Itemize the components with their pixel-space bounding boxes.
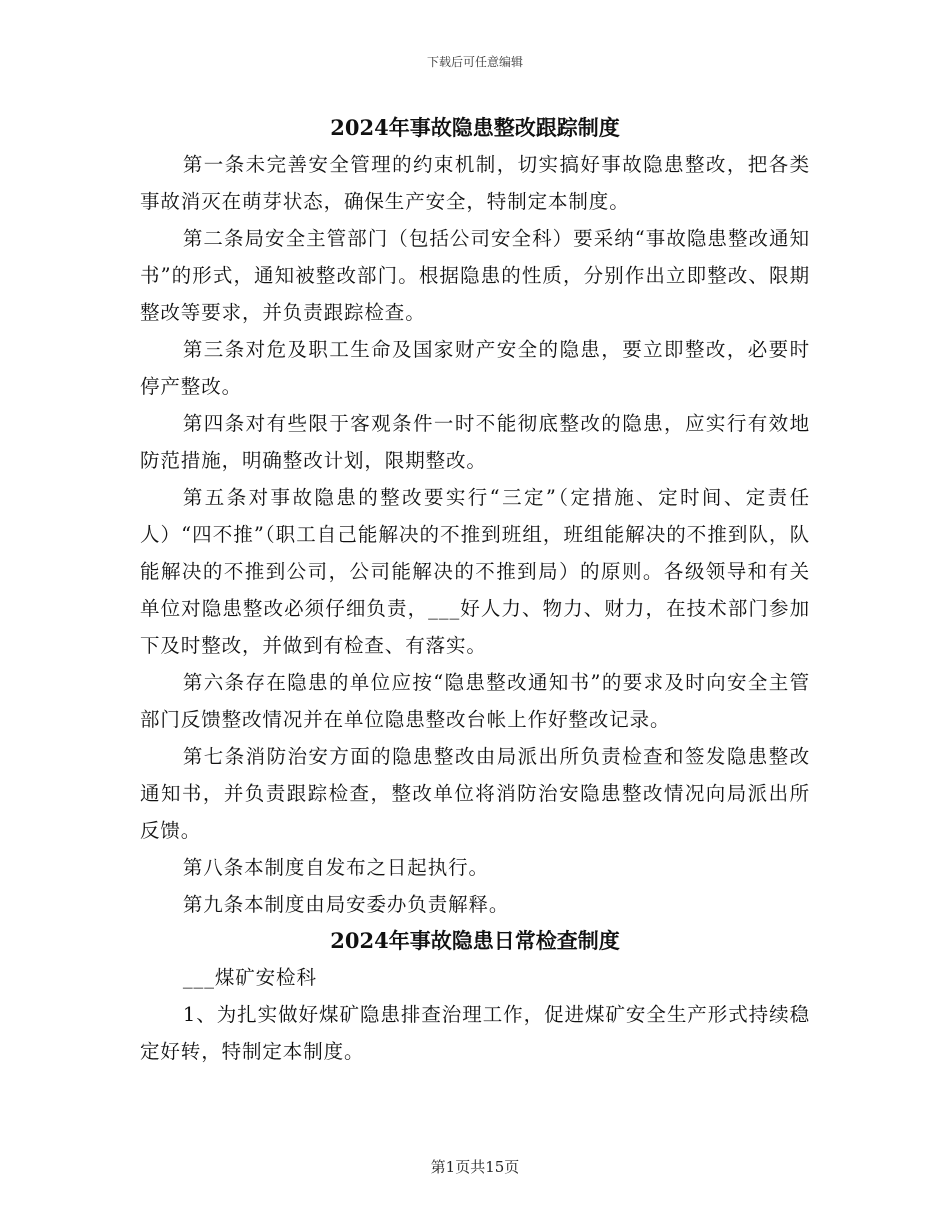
article-8: 第八条本制度自发布之日起执行。 <box>182 856 489 879</box>
department-line: ___煤矿安检科 <box>182 966 317 989</box>
page-header-note: 下载后可任意编辑 <box>426 55 523 69</box>
article-5: 第五条对事故隐患的整改要实行“三定”（定措施、定时间、定责任人）“四不推”（职工自己能解决的不推到班组，班组能解决的不推到队，队能解决的不推到公司，公司能解决的不推到局）的原则。各级领导和有关单位对隐患整改必须仔细负责，___好人力、物力、财力，在技术部门参加下及时整改，并做到有检查、有落实。 <box>140 486 810 657</box>
article-9: 第九条本制度由局安委办负责解释。 <box>182 893 510 916</box>
clause-1: 1、为扎实做好煤矿隐患排查治理工作，促进煤矿安全生产形式持续稳定好转，特制定本制度。 <box>140 1003 810 1063</box>
article-4: 第四条对有些限于客观条件一时不能彻底整改的隐患，应实行有效地防范措施，明确整改计划，限期整改。 <box>140 412 810 472</box>
section-title-daily-inspection: 2024年事故隐患日常检查制度 <box>330 928 620 953</box>
section-title-rectification-tracking: 2024年事故隐患整改跟踪制度 <box>330 115 620 140</box>
article-1: 第一条未完善安全管理的约束机制，切实搞好事故隐患整改，把各类事故消灭在萌芽状态，确保生产安全，特制定本制度。 <box>140 153 810 213</box>
page-number-footer: 第1页共15页 <box>430 1158 520 1176</box>
article-7: 第七条消防治安方面的隐患整改由局派出所负责检查和签发隐患整改通知书，并负责跟踪检查，整改单位将消防治安隐患整改情况向局派出所反馈。 <box>140 745 810 842</box>
article-2: 第二条局安全主管部门（包括公司安全科）要采纳“事故隐患整改通知书”的形式，通知被整改部门。根据隐患的性质，分别作出立即整改、限期整改等要求，并负责跟踪检查。 <box>140 227 810 324</box>
article-6: 第六条存在隐患的单位应按“隐患整改通知书”的要求及时向安全主管部门反馈整改情况并在单位隐患整改台帐上作好整改记录。 <box>140 671 810 731</box>
article-3: 第三条对危及职工生命及国家财产安全的隐患，要立即整改，必要时停产整改。 <box>140 338 810 398</box>
document-body <box>140 110 810 1070</box>
